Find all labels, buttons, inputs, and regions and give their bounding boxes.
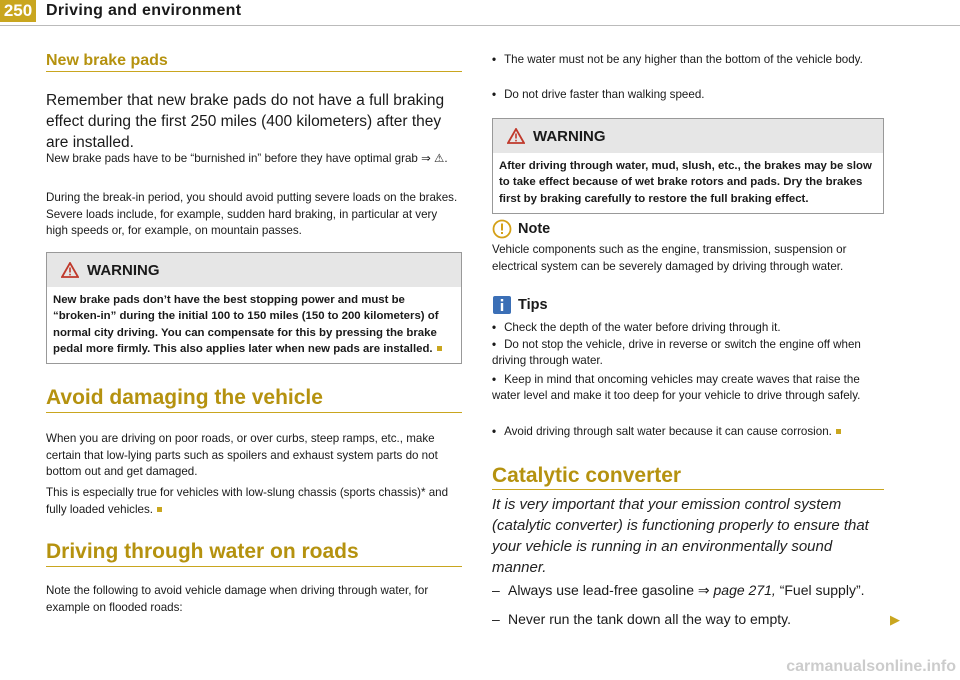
note-header — [492, 219, 550, 239]
warning-body-text: New brake pads don’t have the best stopping power and must be “broken-in” during the initial 100 to 150 miles (150 to 200 kilometers) of normal city driving. You can compensate for this by pressing the brake pedal more firmly. This also applies later when new pads are installed. — [53, 294, 439, 355]
note-circle-icon — [492, 219, 512, 239]
warning-label: WARNING — [533, 127, 606, 145]
list-item: • Do not stop the vehicle, drive in reverse or switch the engine off when driving through water. — [492, 338, 861, 367]
continue-arrow-icon: ▶ — [890, 612, 900, 627]
brake-paragraph-2: During the break-in period, you should avoid putting severe loads on the brakes. Severe loads include, for example, sudden hard braking, in particular at very high speeds or, for example, on mountain passes. — [46, 191, 458, 237]
tips-header — [492, 295, 548, 315]
list-item: • Avoid driving through salt water because it can cause corrosion. — [492, 424, 884, 440]
list-item: – Never run the tank down all the way to empty. ▶ — [492, 609, 900, 629]
avoid-paragraph-2-text: This is especially true for vehicles with low-slung chassis (sports chassis)* and fully loaded vehicles. — [46, 486, 449, 516]
water-paragraph-1: Note the following to avoid vehicle damage when driving through water, for example on flooded roads: — [46, 584, 429, 614]
avoid-damage-heading: Avoid damaging the vehicle — [46, 386, 323, 409]
heading-rule — [46, 71, 462, 72]
list-item: – Always use lead-free gasoline ⇒ page 271, “Fuel supply”. — [492, 582, 865, 598]
warning-triangle-icon — [61, 262, 79, 278]
brake-pads-heading: New brake pads — [46, 52, 168, 69]
note-label: Note — [518, 221, 551, 237]
water-driving-heading: Driving through water on roads — [46, 540, 359, 563]
page-reference-link[interactable]: page 271, — [713, 582, 776, 598]
end-marker-icon — [437, 346, 442, 351]
warning-box-water — [492, 118, 884, 214]
heading-rule — [492, 489, 884, 490]
warning-triangle-icon — [507, 128, 525, 144]
list-item: • The water must not be any higher than the bottom of the vehicle body. — [492, 53, 863, 66]
warning-label: WARNING — [87, 261, 160, 279]
catalytic-intro: It is very important that your emission control system (catalytic converter) is functioning properly to ensure that your vehicle is running in an environmentally sound manner. — [492, 496, 869, 576]
chapter-title: Driving and environment — [46, 2, 242, 19]
avoid-paragraph-2 — [46, 485, 462, 518]
tips-label: Tips — [518, 297, 548, 313]
brake-lead-text: Remember that new brake pads do not have a full braking effect during the first 250 miles (400 kilometers) after they are installed. — [46, 92, 445, 151]
warning-text: After driving through water, mud, slush, etc., the brakes may be slow to take effect because of wet brake rotors and pads. Dry the brakes first by braking carefully to restore the full braking effect. — [499, 160, 872, 205]
list-item: • Do not drive faster than walking speed. — [492, 88, 705, 101]
heading-rule — [46, 412, 462, 413]
warning-header — [493, 119, 883, 153]
end-marker-icon — [157, 507, 162, 512]
info-icon — [492, 295, 512, 315]
end-marker-icon — [836, 429, 841, 434]
brake-paragraph-1: New brake pads have to be “burnished in” before they have optimal grab ⇒ ⚠. — [46, 152, 448, 165]
avoid-paragraph-1: When you are driving on poor roads, or over curbs, steep ramps, etc., make certain that low-lying parts such as spoilers and exhaust system parts do not bottom out and get damaged. — [46, 432, 438, 478]
heading-rule — [46, 566, 462, 567]
list-item: • Check the depth of the water before driving through it. — [492, 321, 781, 334]
warning-text — [47, 287, 461, 363]
list-item: • Keep in mind that oncoming vehicles may create waves that raise the water level and make it too deep for your vehicle to drive through safely. — [492, 373, 861, 402]
warning-box-brakes — [46, 252, 462, 364]
catalytic-converter-heading: Catalytic converter — [492, 464, 682, 487]
page-number: 250 — [0, 0, 36, 22]
header-rule — [0, 25, 960, 26]
page-header — [0, 0, 960, 30]
watermark: carmanualsonline.info — [786, 658, 956, 675]
note-text: Vehicle components such as the engine, transmission, suspension or electrical system can be severely damaged by driving through water. — [492, 243, 847, 273]
warning-header — [47, 253, 461, 287]
